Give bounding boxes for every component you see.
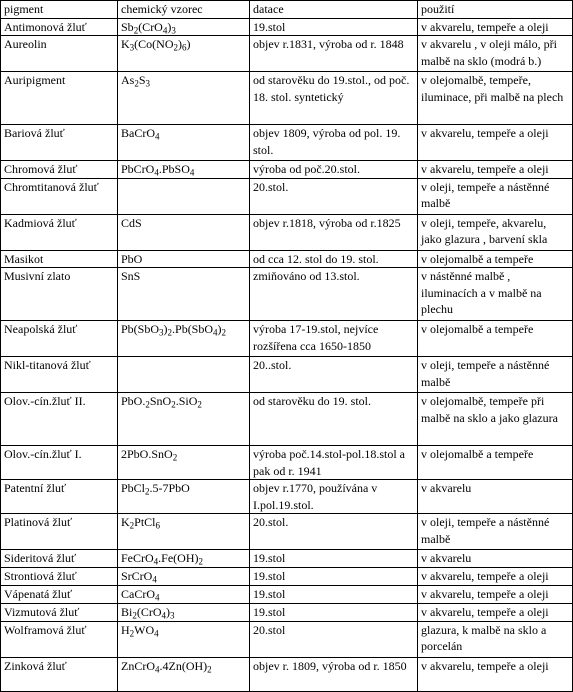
table-row	[1, 446, 573, 480]
cell-pouziti: v akvarelu	[418, 550, 573, 568]
header-row	[1, 1, 573, 19]
cell-pigment: Nikl-titanová žluť	[1, 357, 118, 393]
cell-pigment: Masikot	[1, 250, 118, 268]
header-datace: datace	[250, 1, 418, 19]
cell-datace: 19.stol	[250, 550, 418, 568]
cell-pigment: Neapolská žluť	[1, 321, 118, 357]
cell-pigment: Zinková žluť	[1, 657, 118, 691]
cell-pouziti: v akvarelu, tempeře a oleji	[418, 567, 573, 585]
table-row	[1, 550, 573, 568]
table-row	[1, 393, 573, 446]
cell-pouziti: v olejomalbě, tempeře, iluminace, při malbě na plech	[418, 72, 573, 125]
cell-datace: objev r.1831, výroba od r. 1848	[250, 36, 418, 72]
table-row	[1, 250, 573, 268]
table-body	[1, 18, 573, 691]
cell-pouziti: v oleji, tempeře a nástěnné malbě	[418, 357, 573, 393]
cell-pigment: Strontiová žluť	[1, 567, 118, 585]
cell-pigment: Vizmutová žluť	[1, 603, 118, 621]
table-row	[1, 657, 573, 691]
cell-pigment: Wolframová žluť	[1, 621, 118, 657]
cell-formula: $Pb(SbO_3)_2.Pb(SbO_4)_2$	[118, 321, 250, 357]
table-row	[1, 621, 573, 657]
table-row	[1, 357, 573, 393]
cell-pigment: Patentní žluť	[1, 480, 118, 514]
cell-pigment: Kadmiová žluť	[1, 214, 118, 250]
cell-pouziti: v akvarelu, tempeře a oleji	[418, 18, 573, 36]
cell-formula: PbO	[118, 250, 250, 268]
cell-datace: objev r. 1809, výroba od r. 1850	[250, 657, 418, 691]
cell-formula: $K_3(Co(NO_2)_6)$	[118, 36, 250, 72]
cell-formula: $Bi_2(CrO_4)_3$	[118, 603, 250, 621]
cell-datace: od cca 12. stol do 19. stol.	[250, 250, 418, 268]
cell-pouziti: v olejomalbě a tempeře	[418, 250, 573, 268]
cell-datace: objev r.1770, používána v I.pol.19.stol.	[250, 480, 418, 514]
cell-formula: $K_2PtCl_6$	[118, 514, 250, 550]
cell-pigment: Aureolin	[1, 36, 118, 72]
cell-datace: 20.stol.	[250, 178, 418, 214]
cell-pouziti: v olejomalbě a tempeře	[418, 446, 573, 480]
cell-datace: výroba 17-19.stol, nejvíce rozšířena cca 1650-1850	[250, 321, 418, 357]
cell-pigment: Sideritová žluť	[1, 550, 118, 568]
table-row	[1, 36, 573, 72]
cell-pouziti: v olejomalbě, tempeře při malbě na sklo a jako glazura	[418, 393, 573, 446]
cell-pouziti: v nástěnné malbě , iluminacích a v malbě na plechu	[418, 268, 573, 321]
cell-formula: $FeCrO_4.Fe(OH)_2$	[118, 550, 250, 568]
cell-pigment: Musivní zlato	[1, 268, 118, 321]
cell-pigment: Olov.-cín.žluť II.	[1, 393, 118, 446]
cell-datace: 20.stol.	[250, 514, 418, 550]
cell-datace: 19.stol	[250, 567, 418, 585]
cell-formula: BaCrO$_4$	[118, 125, 250, 161]
table-row	[1, 268, 573, 321]
cell-formula	[118, 357, 250, 393]
cell-formula: SnS	[118, 268, 250, 321]
cell-pigment: Platinová žluť	[1, 514, 118, 550]
table-row	[1, 480, 573, 514]
cell-formula: CdS	[118, 214, 250, 250]
cell-datace: výroba od poč.20.stol.	[250, 161, 418, 179]
cell-datace: od starověku do 19.stol., od poč. 18. stol. syntetický	[250, 72, 418, 125]
cell-datace: výroba poč.14.stol-pol.18.stol a pak od r. 1941	[250, 446, 418, 480]
cell-pouziti: v olejomalbě a tempeře	[418, 321, 573, 357]
cell-pouziti: v akvarelu, tempeře a oleji	[418, 657, 573, 691]
table-row	[1, 178, 573, 214]
cell-datace: objev r.1818, výroba od r.1825	[250, 214, 418, 250]
table-row	[1, 567, 573, 585]
cell-formula: PbCl$_2$.5-7PbO	[118, 480, 250, 514]
cell-pouziti: v akvarelu , v oleji málo, při malbě na sklo (modrá b.)	[418, 36, 573, 72]
cell-pigment: Vápenatá žluť	[1, 585, 118, 603]
header-formula: chemický vzorec	[118, 1, 250, 19]
table-row	[1, 603, 573, 621]
cell-datace: objev 1809, výroba od pol. 19. stol.	[250, 125, 418, 161]
cell-formula: $H_2WO_4$	[118, 621, 250, 657]
cell-pigment: Auripigment	[1, 72, 118, 125]
cell-pigment: Bariová žluť	[1, 125, 118, 161]
cell-pigment: Chromtitanová žluť	[1, 178, 118, 214]
cell-formula: $Sb_2(CrO_4)_3$	[118, 18, 250, 36]
table-row	[1, 214, 573, 250]
cell-datace: zmiňováno od 13.stol.	[250, 268, 418, 321]
cell-formula: 2PbO.SnO$_2$	[118, 446, 250, 480]
cell-formula: CaCrO$_4$	[118, 585, 250, 603]
cell-formula: SrCrO$_4$	[118, 567, 250, 585]
cell-pigment: Olov.-cín.žluť I.	[1, 446, 118, 480]
cell-datace: 19.stol	[250, 585, 418, 603]
table-row	[1, 72, 573, 125]
cell-datace: od starověku do 19. stol.	[250, 393, 418, 446]
cell-datace: 19.stol	[250, 18, 418, 36]
cell-pigment: Chromová žluť	[1, 161, 118, 179]
table-row	[1, 161, 573, 179]
cell-pouziti: v oleji, tempeře, akvarelu, jako glazura , barvení skla	[418, 214, 573, 250]
cell-formula	[118, 178, 250, 214]
cell-pouziti: v akvarelu	[418, 480, 573, 514]
cell-formula: $ZnCrO_4.4Zn(OH)_2$	[118, 657, 250, 691]
cell-formula: $PbO._2SnO_2.SiO_2$	[118, 393, 250, 446]
cell-pouziti: v oleji, tempeře a nástěnné malbě	[418, 178, 573, 214]
table-row	[1, 514, 573, 550]
table-row	[1, 585, 573, 603]
cell-formula: PbCrO$_4$.PbSO$_4$	[118, 161, 250, 179]
cell-datace: 20.stol	[250, 621, 418, 657]
cell-pouziti: v oleji, tempeře a nástěnné malbě	[418, 514, 573, 550]
cell-pouziti: v akvarelu, tempeře a oleji	[418, 603, 573, 621]
cell-pouziti: v akvarelu, tempeře a oleji	[418, 585, 573, 603]
cell-pouziti: v akvarelu, tempeře a oleji	[418, 125, 573, 161]
header-pouziti: použití	[418, 1, 573, 19]
table-row	[1, 18, 573, 36]
cell-pouziti: glazura, k malbě na sklo a porcelán	[418, 621, 573, 657]
cell-datace: 19.stol	[250, 603, 418, 621]
cell-formula: $As_2S_3$	[118, 72, 250, 125]
cell-pouziti: v akvarelu, tempeře a oleji	[418, 161, 573, 179]
table-row	[1, 321, 573, 357]
table-row	[1, 125, 573, 161]
cell-datace: 20..stol.	[250, 357, 418, 393]
cell-pigment: Antimonová žluť	[1, 18, 118, 36]
header-pigment: pigment	[1, 1, 118, 19]
